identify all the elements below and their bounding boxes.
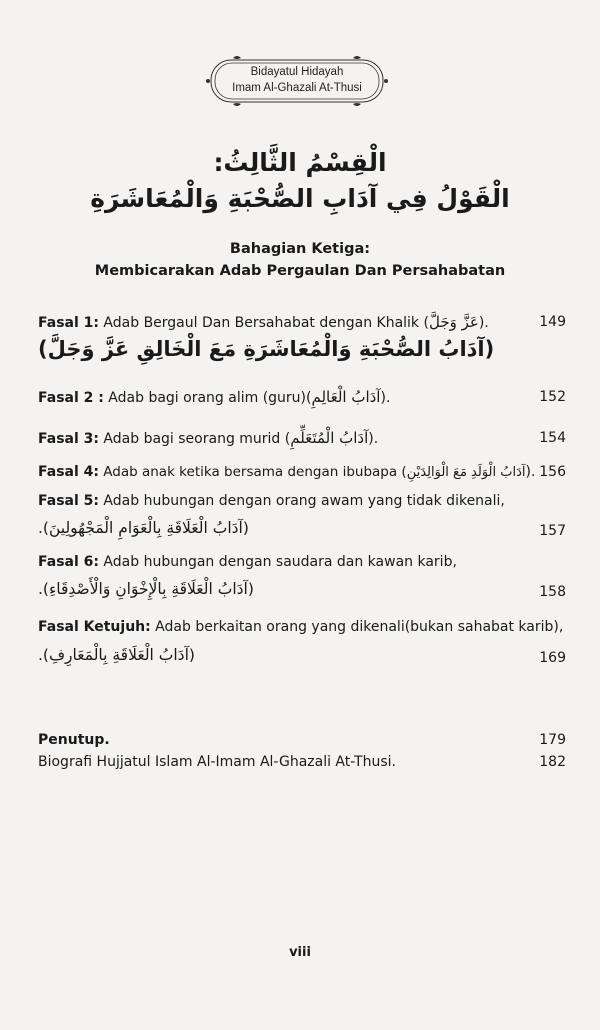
section-title: Bahagian Ketiga:	[229, 241, 371, 257]
toc-label: Fasal 4:	[38, 464, 99, 480]
toc-close: ).	[478, 315, 489, 331]
toc-page-number: 158	[539, 584, 566, 600]
toc-close: ).	[368, 431, 379, 447]
header-title: Bidayatul Hidayah	[250, 66, 344, 78]
toc-page-number: 179	[539, 732, 566, 748]
toc-page-number: 152	[539, 389, 566, 405]
toc-arabic: آدَابُ الْعَالِمِ	[311, 388, 381, 406]
toc-text: Adab berkaitan orang yang dikenali(bukan sahabat karib),	[150, 619, 564, 635]
toc-entry-biografi[interactable]	[38, 752, 566, 772]
running-header	[205, 56, 389, 106]
toc-label: Fasal 2 :	[38, 390, 104, 406]
page-number: viii	[289, 945, 311, 960]
toc-page-number: 169	[539, 650, 566, 666]
toc-entry-fasal-3[interactable]	[38, 428, 566, 449]
toc-label: Fasal Ketujuh:	[38, 619, 151, 635]
toc-text: Adab hubungan dengan orang awam yang tidak dikenali,	[98, 493, 505, 509]
toc-entry-fasal-1[interactable]	[38, 312, 566, 333]
arabic-section-heading: الْقِسْمُ الثَّالِثُ:	[213, 148, 387, 177]
toc-text: Adab anak ketika bersama dengan ibubapa (	[98, 464, 407, 480]
toc-label: Fasal 1:	[38, 315, 99, 331]
toc-text: Adab hubungan dengan saudara dan kawan karib,	[98, 554, 457, 570]
toc-entry-fasal-4[interactable]	[38, 462, 566, 483]
header-author: Imam Al-Ghazali At-Thusi	[232, 82, 362, 94]
toc-page-number: 157	[539, 523, 566, 539]
toc-close: ).	[525, 464, 536, 480]
toc-arabic-line: (آدَابُ الْعَلَاقَةِ بِالْمَعَارِفِ).	[38, 646, 195, 664]
toc-page-number: 182	[539, 754, 566, 770]
toc-text: Adab bagi orang alim (guru)(	[103, 390, 312, 406]
toc-entry-fasal-7[interactable]	[38, 617, 566, 637]
toc-label: Fasal 3:	[38, 431, 99, 447]
toc-arabic-line: (آدَابُ الْعَلَاقَةِ بِالْعَوَامِ الْمَجْهُولِينَ).	[38, 519, 249, 537]
toc-entry-fasal-6[interactable]	[38, 552, 566, 572]
toc-label: Penutup.	[38, 732, 110, 748]
toc-text: Adab bagi seorang murid (	[98, 431, 291, 447]
toc-close: ).	[380, 390, 391, 406]
toc-entry-fasal-5[interactable]	[38, 491, 566, 511]
toc-entry-fasal-2[interactable]	[38, 387, 566, 408]
toc-arabic: آدَابُ الْمُتَعَلِّمِ	[290, 429, 369, 447]
arabic-subheading-khalik: (آدَابُ الصُّحْبَةِ وَالْمُعَاشَرَةِ مَعَ الْخَالِقِ عَزَّ وَجَلَّ)	[38, 337, 495, 361]
toc-page-number: 156	[539, 464, 566, 480]
toc-label: Fasal 6:	[38, 554, 99, 570]
toc-arabic: عَزَّ وَجَلَّ	[428, 313, 479, 331]
toc-text: Adab Bergaul Dan Bersahabat dengan Khalik (	[98, 315, 429, 331]
toc-page-number: 154	[539, 430, 566, 446]
toc-arabic-line: (آدَابُ الْعَلَاقَةِ بِالْإِخْوَانِ وَالْأَصْدِقَاءِ).	[38, 580, 254, 598]
toc-page-number: 149	[539, 314, 566, 330]
toc-text: Biografi Hujjatul Islam Al-Imam Al-Ghazali At-Thusi.	[38, 754, 396, 770]
toc-arabic: آدَابُ الْوَلَدِ مَعَ الْوَالِدَيْنِ	[406, 465, 526, 480]
arabic-section-subheading: الْقَوْلُ فِي آدَابِ الصُّحْبَةِ وَالْمُعَاشَرَةِ	[90, 184, 510, 213]
section-subtitle: Membicarakan Adab Pergaulan Dan Persahabatan	[94, 263, 506, 279]
toc-entry-penutup[interactable]	[38, 730, 566, 750]
toc-label: Fasal 5:	[38, 493, 99, 509]
